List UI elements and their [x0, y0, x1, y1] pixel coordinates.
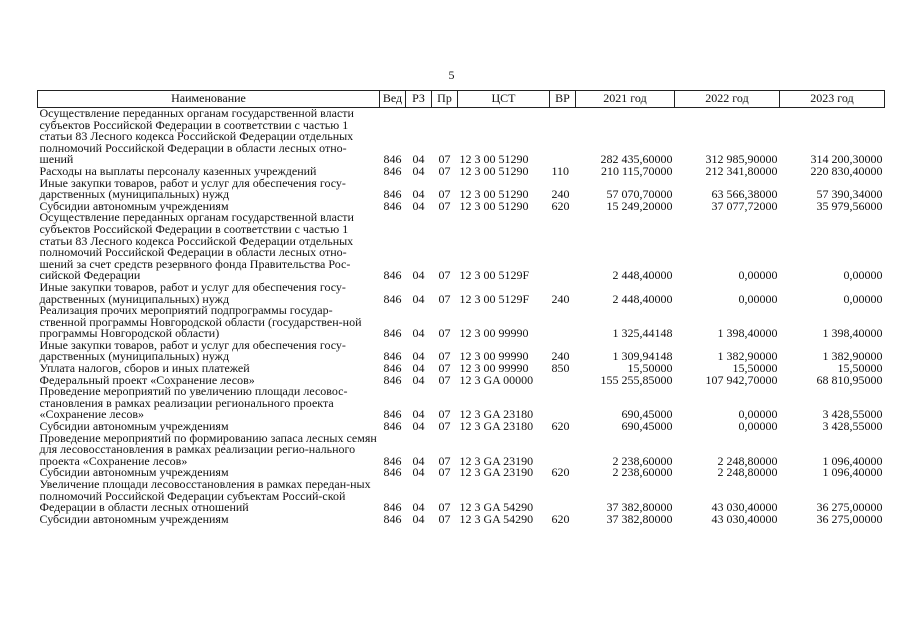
budget-table	[37, 90, 885, 525]
row-2021: 2 448,40000	[612, 291, 673, 306]
row-2023: 57 390,34000	[816, 187, 883, 202]
row-2022: 0,00000	[738, 268, 778, 283]
row-rz: 04	[412, 361, 425, 376]
row-vr: 240	[551, 291, 570, 306]
row-2022: 37 077,72000	[711, 198, 778, 213]
row-pr: 07	[438, 372, 451, 387]
row-pr: 07	[438, 291, 451, 306]
row-name: Иные закупки товаров, работ и услуг для обеспечения госу-дарственных (муниципальных) нужд	[39, 175, 346, 202]
row-name: Уплата налогов, сборов и иных платежей	[39, 361, 250, 376]
row-ved: 846	[383, 152, 402, 167]
row-pr: 07	[438, 187, 451, 202]
row-rz: 04	[412, 511, 425, 526]
row-ved: 846	[383, 372, 402, 387]
row-ved: 846	[383, 419, 402, 434]
row-ved: 846	[383, 453, 402, 468]
table-row	[38, 386, 885, 421]
row-name: Иные закупки товаров, работ и услуг для обеспечения госу-дарственных (муниципальных) нужд	[39, 337, 346, 364]
row-cst: 12 3 GA 54290	[459, 500, 534, 515]
row-2022: 15,50000	[732, 361, 778, 376]
row-name: Реализация прочих мероприятий подпрограммы государ-ственной программы Новгородской области (государствен-ной программы Новгородской области)	[39, 303, 362, 341]
row-vr	[550, 212, 576, 282]
row-2021: 37 382,80000	[606, 511, 673, 526]
row-rz: 04	[412, 163, 425, 178]
row-pr: 07	[438, 453, 451, 468]
row-name: Иные закупки товаров, работ и услуг для обеспечения госу-дарственных (муниципальных) нужд	[39, 279, 346, 306]
row-pr: 07	[438, 349, 451, 364]
row-2021: 57 070,70000	[606, 187, 673, 202]
header-pr: Пр	[432, 91, 458, 108]
header-name: Наименование	[38, 91, 380, 108]
row-rz: 04	[412, 372, 425, 387]
row-vr	[550, 433, 576, 468]
row-2022: 0,00000	[738, 419, 778, 434]
table-row	[38, 433, 885, 468]
row-pr: 07	[438, 326, 451, 341]
row-rz: 04	[412, 500, 425, 515]
row-2021: 2 448,40000	[612, 268, 673, 283]
table-row	[38, 108, 885, 166]
row-rz: 04	[412, 453, 425, 468]
row-cst: 12 3 GA 23190	[459, 453, 534, 468]
row-2021: 37 382,80000	[606, 500, 673, 515]
header-vr: ВР	[550, 91, 576, 108]
row-pr: 07	[438, 163, 451, 178]
row-pr: 07	[438, 198, 451, 213]
row-2022: 0,00000	[738, 291, 778, 306]
table-row	[38, 212, 885, 282]
row-name: Проведение мероприятий по увеличению площади лесовос-становления в рамках реализации регионального проекта «Сохранение лесов»	[39, 384, 348, 422]
row-vr: 850	[551, 361, 570, 376]
row-2023: 36 275,00000	[816, 511, 883, 526]
row-2022: 1 398,40000	[717, 326, 778, 341]
row-2023: 0,00000	[843, 268, 883, 283]
table-row	[38, 305, 885, 340]
row-2023: 220 830,40000	[810, 163, 883, 178]
row-2023: 36 275,00000	[816, 500, 883, 515]
row-vr: 240	[551, 187, 570, 202]
row-vr	[550, 305, 576, 340]
row-2023: 15,50000	[837, 361, 883, 376]
row-2022: 2 248,80000	[717, 453, 778, 468]
row-2022: 312 985,90000	[705, 152, 778, 167]
row-2021: 690,45000	[621, 419, 673, 434]
row-2021: 1 325,44148	[612, 326, 673, 341]
row-cst: 12 3 00 51290	[459, 163, 529, 178]
row-ved: 846	[383, 361, 402, 376]
row-pr: 07	[438, 500, 451, 515]
row-pr: 07	[438, 152, 451, 167]
row-vr: 620	[551, 198, 570, 213]
row-ved: 846	[383, 268, 402, 283]
row-2023: 0,00000	[843, 291, 883, 306]
row-name: Субсидии автономным учреждениям	[39, 198, 229, 213]
header-2023: 2023 год	[780, 91, 885, 108]
row-cst: 12 3 GA 54290	[459, 511, 534, 526]
row-name: Увеличение площади лесовосстановления в рамках передан-ных полномочий Российской Федерации субъектам Россий-ской Федерации в области лесных отношений	[39, 477, 371, 515]
row-2021: 282 435,60000	[600, 152, 673, 167]
page-number: 5	[448, 68, 455, 82]
row-ved: 846	[383, 511, 402, 526]
row-2023: 3 428,55000	[822, 419, 883, 434]
header-2022: 2022 год	[675, 91, 780, 108]
row-2022: 212 341,80000	[705, 163, 778, 178]
row-name: Проведение мероприятий по формированию запаса лесных семян для лесовосстановления в рамках реализации регио-нального проекта «Сохранение лесов»	[39, 430, 377, 468]
header-row	[38, 91, 885, 108]
header-cst: ЦСТ	[458, 91, 550, 108]
row-rz: 04	[412, 291, 425, 306]
row-rz: 04	[412, 419, 425, 434]
row-name: Субсидии автономным учреждениям	[39, 419, 229, 434]
row-vr: 620	[551, 511, 570, 526]
row-pr: 07	[438, 361, 451, 376]
row-ved: 846	[383, 187, 402, 202]
row-2023: 1 398,40000	[822, 326, 883, 341]
row-pr: 07	[438, 268, 451, 283]
row-cst: 12 3 00 51290	[459, 198, 529, 213]
row-2023: 68 810,95000	[816, 372, 883, 387]
row-rz: 04	[412, 465, 425, 480]
row-cst: 12 3 00 5129F	[459, 291, 530, 306]
row-2023: 314 200,30000	[810, 152, 883, 167]
row-cst: 12 3 GA 23180	[459, 419, 534, 434]
row-2023: 1 382,90000	[822, 349, 883, 364]
row-pr: 07	[438, 511, 451, 526]
header-rz: РЗ	[406, 91, 432, 108]
row-2021: 690,45000	[621, 407, 673, 422]
row-pr: 07	[438, 407, 451, 422]
row-name: Федеральный проект «Сохранение лесов»	[39, 372, 255, 387]
table-row	[38, 340, 885, 363]
row-ved: 846	[383, 349, 402, 364]
row-ved: 846	[383, 291, 402, 306]
row-2021: 15,50000	[627, 361, 673, 376]
row-vr: 110	[551, 163, 570, 178]
row-2023: 1 096,40000	[822, 453, 883, 468]
table-row	[38, 479, 885, 514]
row-cst: 12 3 00 99990	[459, 349, 529, 364]
row-rz: 04	[412, 152, 425, 167]
row-cst: 12 3 00 51290	[459, 152, 529, 167]
row-vr: 620	[551, 419, 570, 434]
row-pr: 07	[438, 419, 451, 434]
row-cst: 12 3 00 5129F	[459, 268, 530, 283]
row-2021: 155 255,85000	[600, 372, 673, 387]
row-2021: 2 238,60000	[612, 453, 673, 468]
row-2022: 2 248,80000	[717, 465, 778, 480]
row-cst: 12 3 00 99990	[459, 361, 529, 376]
row-2021: 2 238,60000	[612, 465, 673, 480]
table-row	[38, 514, 885, 526]
row-2022: 1 382,90000	[717, 349, 778, 364]
row-cst: 12 3 00 99990	[459, 326, 529, 341]
row-cst: 12 3 GA 23190	[459, 465, 534, 480]
row-rz: 04	[412, 326, 425, 341]
row-rz: 04	[412, 407, 425, 422]
row-2021: 210 115,70000	[600, 163, 673, 178]
row-name: Осуществление переданных органам государственной власти субъектов Российской Федерации в соответствии с частью 1 статьи 83 Лесного кодекса Российской Федерации отдельных полномочий Российской Федерации в области лесных отно-шений за счет средств резервного фонда Правительства Рос-сийской Федерации	[39, 210, 354, 283]
row-cst: 12 3 GA 23180	[459, 407, 534, 422]
row-ved: 846	[383, 465, 402, 480]
row-ved: 846	[383, 198, 402, 213]
row-2023: 1 096,40000	[822, 465, 883, 480]
row-name: Субсидии автономным учреждениям	[39, 511, 229, 526]
row-vr	[550, 375, 576, 387]
table-body	[38, 108, 885, 526]
row-cst: 12 3 00 51290	[459, 187, 529, 202]
table-row	[38, 282, 885, 305]
table-row	[38, 178, 885, 201]
row-vr	[550, 479, 576, 514]
row-cst: 12 3 GA 00000	[459, 372, 534, 387]
header-2021: 2021 год	[576, 91, 675, 108]
row-rz: 04	[412, 198, 425, 213]
row-ved: 846	[383, 500, 402, 515]
row-2022: 107 942,70000	[705, 372, 778, 387]
row-rz: 04	[412, 349, 425, 364]
row-2022: 63 566,38000	[711, 187, 778, 202]
row-pr: 07	[438, 465, 451, 480]
row-2022: 43 030,40000	[711, 511, 778, 526]
row-vr	[550, 386, 576, 421]
row-name: Осуществление переданных органам государственной власти субъектов Российской Федерации в соответствии с частью 1 статьи 83 Лесного кодекса Российской Федерации отдельных полномочий Российской Федерации в области лесных отно-шений	[39, 106, 354, 167]
row-name: Субсидии автономным учреждениям	[39, 465, 229, 480]
row-ved: 846	[383, 163, 402, 178]
row-ved: 846	[383, 326, 402, 341]
row-vr: 620	[551, 465, 570, 480]
row-2023: 3 428,55000	[822, 407, 883, 422]
row-2022: 0,00000	[738, 407, 778, 422]
row-rz: 04	[412, 187, 425, 202]
row-2021: 1 309,94148	[612, 349, 673, 364]
row-2023: 35 979,56000	[816, 198, 883, 213]
row-vr	[550, 108, 576, 166]
row-rz: 04	[412, 268, 425, 283]
row-ved: 846	[383, 407, 402, 422]
row-2022: 43 030,40000	[711, 500, 778, 515]
row-2021: 15 249,20000	[606, 198, 673, 213]
row-vr: 240	[551, 349, 570, 364]
row-name: Расходы на выплаты персоналу казенных учреждений	[39, 163, 317, 178]
header-ved: Вед	[380, 91, 406, 108]
